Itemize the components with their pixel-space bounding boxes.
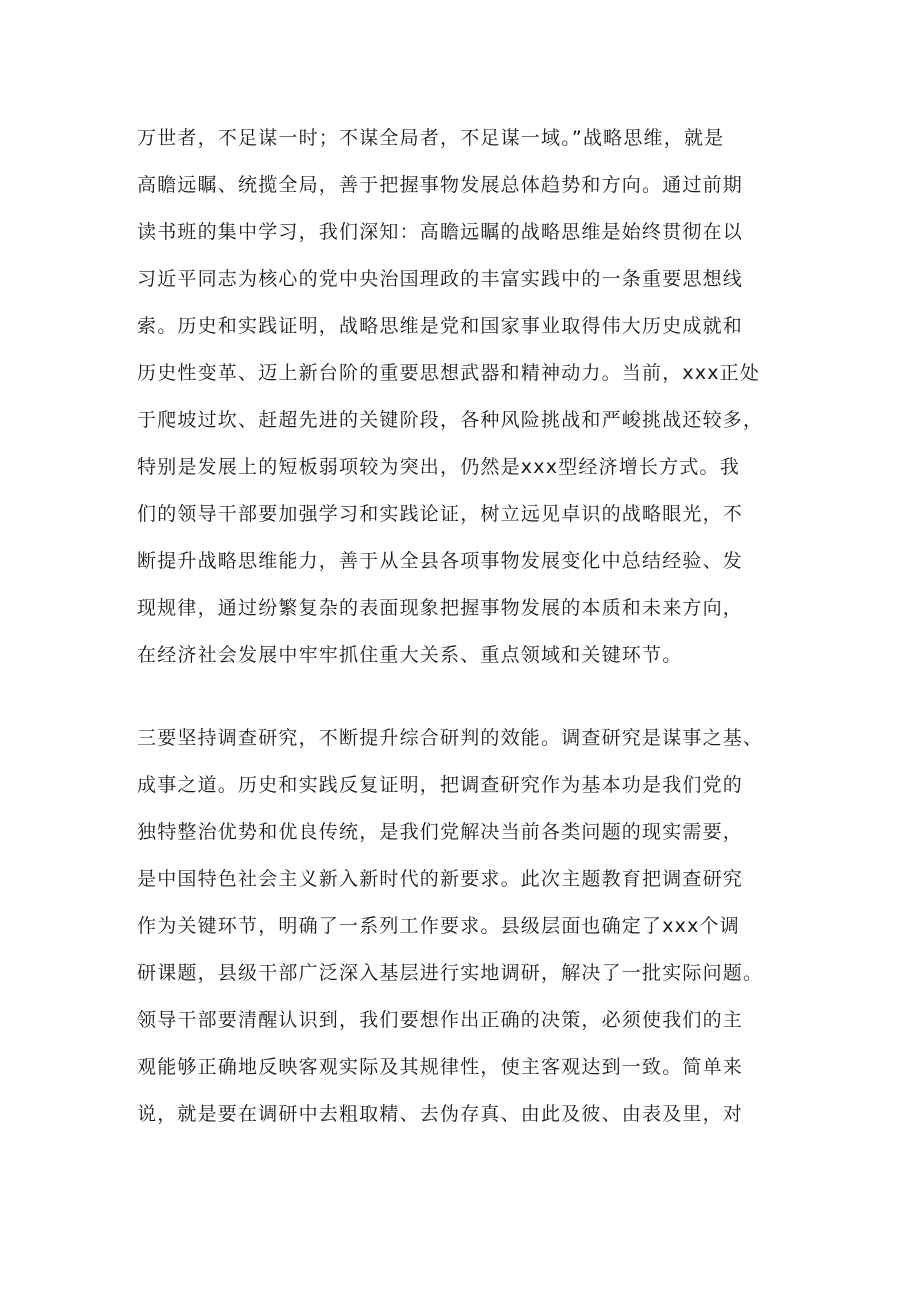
text-line: 独特整治优势和优良传统，是我们党解决当前各类问题的现实需要，	[137, 821, 744, 843]
text-line: 三要坚持调查研究，不断提升综合研判的效能。调查研究是谋事之基、	[137, 727, 764, 749]
text-line: 说，就是要在调研中去粗取精、去伪存真、由此及彼、由表及里，对	[137, 1103, 744, 1125]
paragraph-investigation-research	[137, 715, 797, 1138]
text-line: 在经济社会发展中牢牢抓住重大关系、重点领域和关键环节。	[137, 644, 683, 666]
paragraph-strategic-thinking	[137, 115, 797, 679]
text-line: 历史性变革、迈上新台阶的重要思想武器和精神动力。当前，xxx正处	[137, 362, 761, 384]
text-line: 研课题，县级干部广泛深入基层进行实地调研，解决了一批实际问题。	[137, 962, 764, 984]
text-line: 领导干部要清醒认识到，我们要想作出正确的决策，必须使我们的主	[137, 1009, 744, 1031]
text-line: 读书班的集中学习，我们深知：高瞻远瞩的战略思维是始终贯彻在以	[137, 221, 744, 243]
text-line: 观能够正确地反映客观实际及其规律性，使主客观达到一致。简单来	[137, 1056, 744, 1078]
text-line: 们的领导干部要加强学习和实践论证，树立远见卓识的战略眼光，不	[137, 503, 744, 525]
text-line: 断提升战略思维能力，善于从全县各项事物发展变化中总结经验、发	[137, 550, 744, 572]
text-line: 索。历史和实践证明，战略思维是党和国家事业取得伟大历史成就和	[137, 315, 744, 337]
text-line: 于爬坡过坎、赶超先进的关键阶段，各种风险挑战和严峻挑战还较多，	[137, 409, 764, 431]
text-line: 成事之道。历史和实践反复证明，把调查研究作为基本功是我们党的	[137, 774, 744, 796]
text-line: 习近平同志为核心的党中央治国理政的丰富实践中的一条重要思想线	[137, 268, 744, 290]
text-line: 现规律，通过纷繁复杂的表面现象把握事物发展的本质和未来方向，	[137, 597, 744, 619]
text-line: 特别是发展上的短板弱项较为突出，仍然是xxx型经济增长方式。我	[137, 456, 740, 478]
text-line: 高瞻远瞩、统揽全局，善于把握事物发展总体趋势和方向。通过前期	[137, 174, 744, 196]
text-line: 是中国特色社会主义新入新时代的新要求。此次主题教育把调查研究	[137, 868, 744, 890]
text-line: 作为关键环节，明确了一系列工作要求。县级层面也确定了xxx个调	[137, 915, 740, 937]
text-line: 万世者，不足谋一时；不谋全局者，不足谋一域。”战略思维，就是	[137, 127, 725, 149]
